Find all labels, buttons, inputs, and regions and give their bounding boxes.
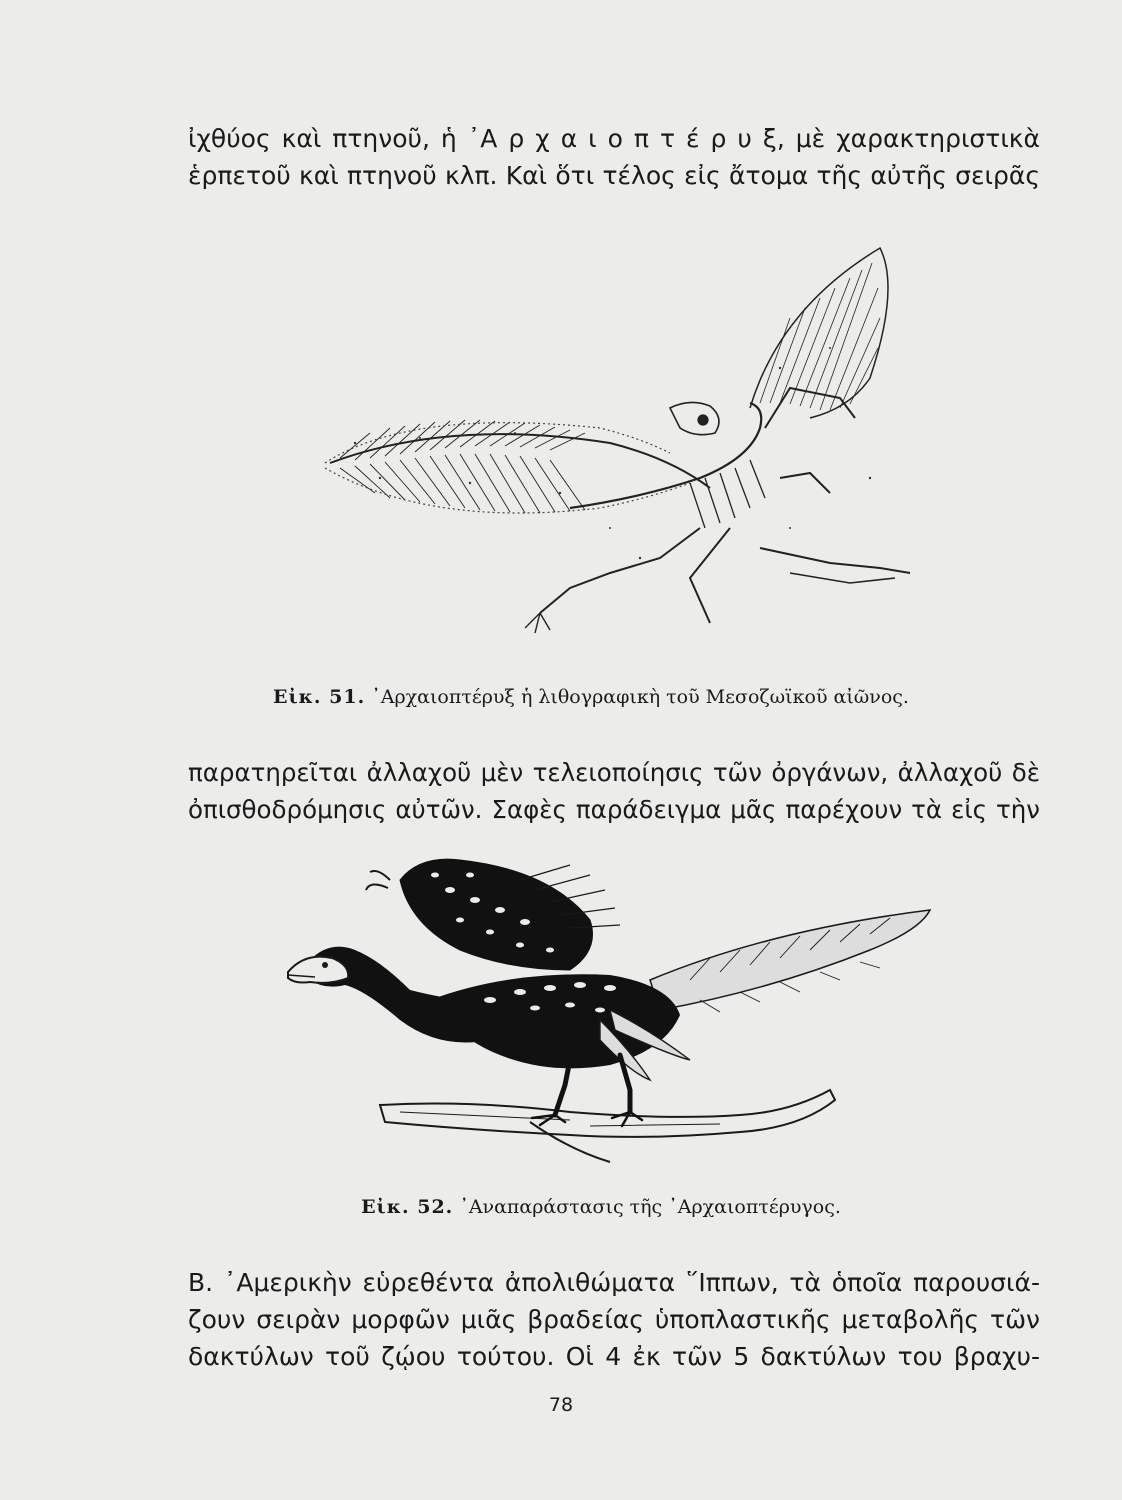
archaeopteryx-reconstruction-illustration: [270, 850, 940, 1170]
paragraph-bottom: [188, 1264, 1040, 1375]
page-number: 78: [548, 1394, 574, 1416]
text-line: ὀπισθοδρόμησις αὐτῶν. Σαφὲς παράδειγμα μᾶς παρέχουν τὰ εἰς τὴν: [188, 795, 1040, 824]
text-line: ἰχθύος καὶ πτηνοῦ, ἡ ᾿Α ρ χ α ι ο π τ έ ρ υ ξ, μὲ χαρακτηριστικὰ: [188, 124, 1040, 153]
paragraph-top: [188, 120, 1040, 194]
figure-52-label: Εἰκ. 52.: [361, 1196, 454, 1218]
figure-51-label: Εἰκ. 51.: [273, 686, 366, 708]
figure-51-caption-text: ᾿Αρχαιοπτέρυξ ἡ λιθογραφικὴ τοῦ Μεσοζωϊκοῦ αἰῶνος.: [371, 686, 909, 708]
text-line: δακτύλων τοῦ ζῴου τούτου. Οἱ 4 ἐκ τῶν 5 δακτύλων του βραχυ-: [188, 1342, 1040, 1371]
text-line: ἑρπετοῦ καὶ πτηνοῦ κλπ. Καὶ ὅτι τέλος εἰς ἄτομα τῆς αὐτῆς σειρᾶς: [188, 161, 1040, 190]
figure-52-caption: [0, 1196, 1122, 1218]
text-line: Β. ᾿Αμερικὴν εὑρεθέντα ἀπολιθώματα ῞Ιππων, τὰ ὁποῖα παρουσιά-: [188, 1268, 1040, 1297]
figure-52-caption-text: ᾿Αναπαράστασις τῆς ᾿Αρχαιοπτέρυγος.: [459, 1196, 841, 1218]
figure-51-caption: [0, 686, 1122, 708]
paragraph-middle: [188, 754, 1040, 828]
archaeopteryx-fossil-illustration: [310, 228, 920, 648]
text-line: παρατηρεῖται ἀλλαχοῦ μὲν τελειοποίησις τῶν ὀργάνων, ἀλλαχοῦ δὲ: [188, 758, 1040, 787]
text-line: ζουν σειρὰν μορφῶν μιᾶς βραδείας ὑποπλαστικῆς μεταβολῆς τῶν: [188, 1305, 1040, 1334]
